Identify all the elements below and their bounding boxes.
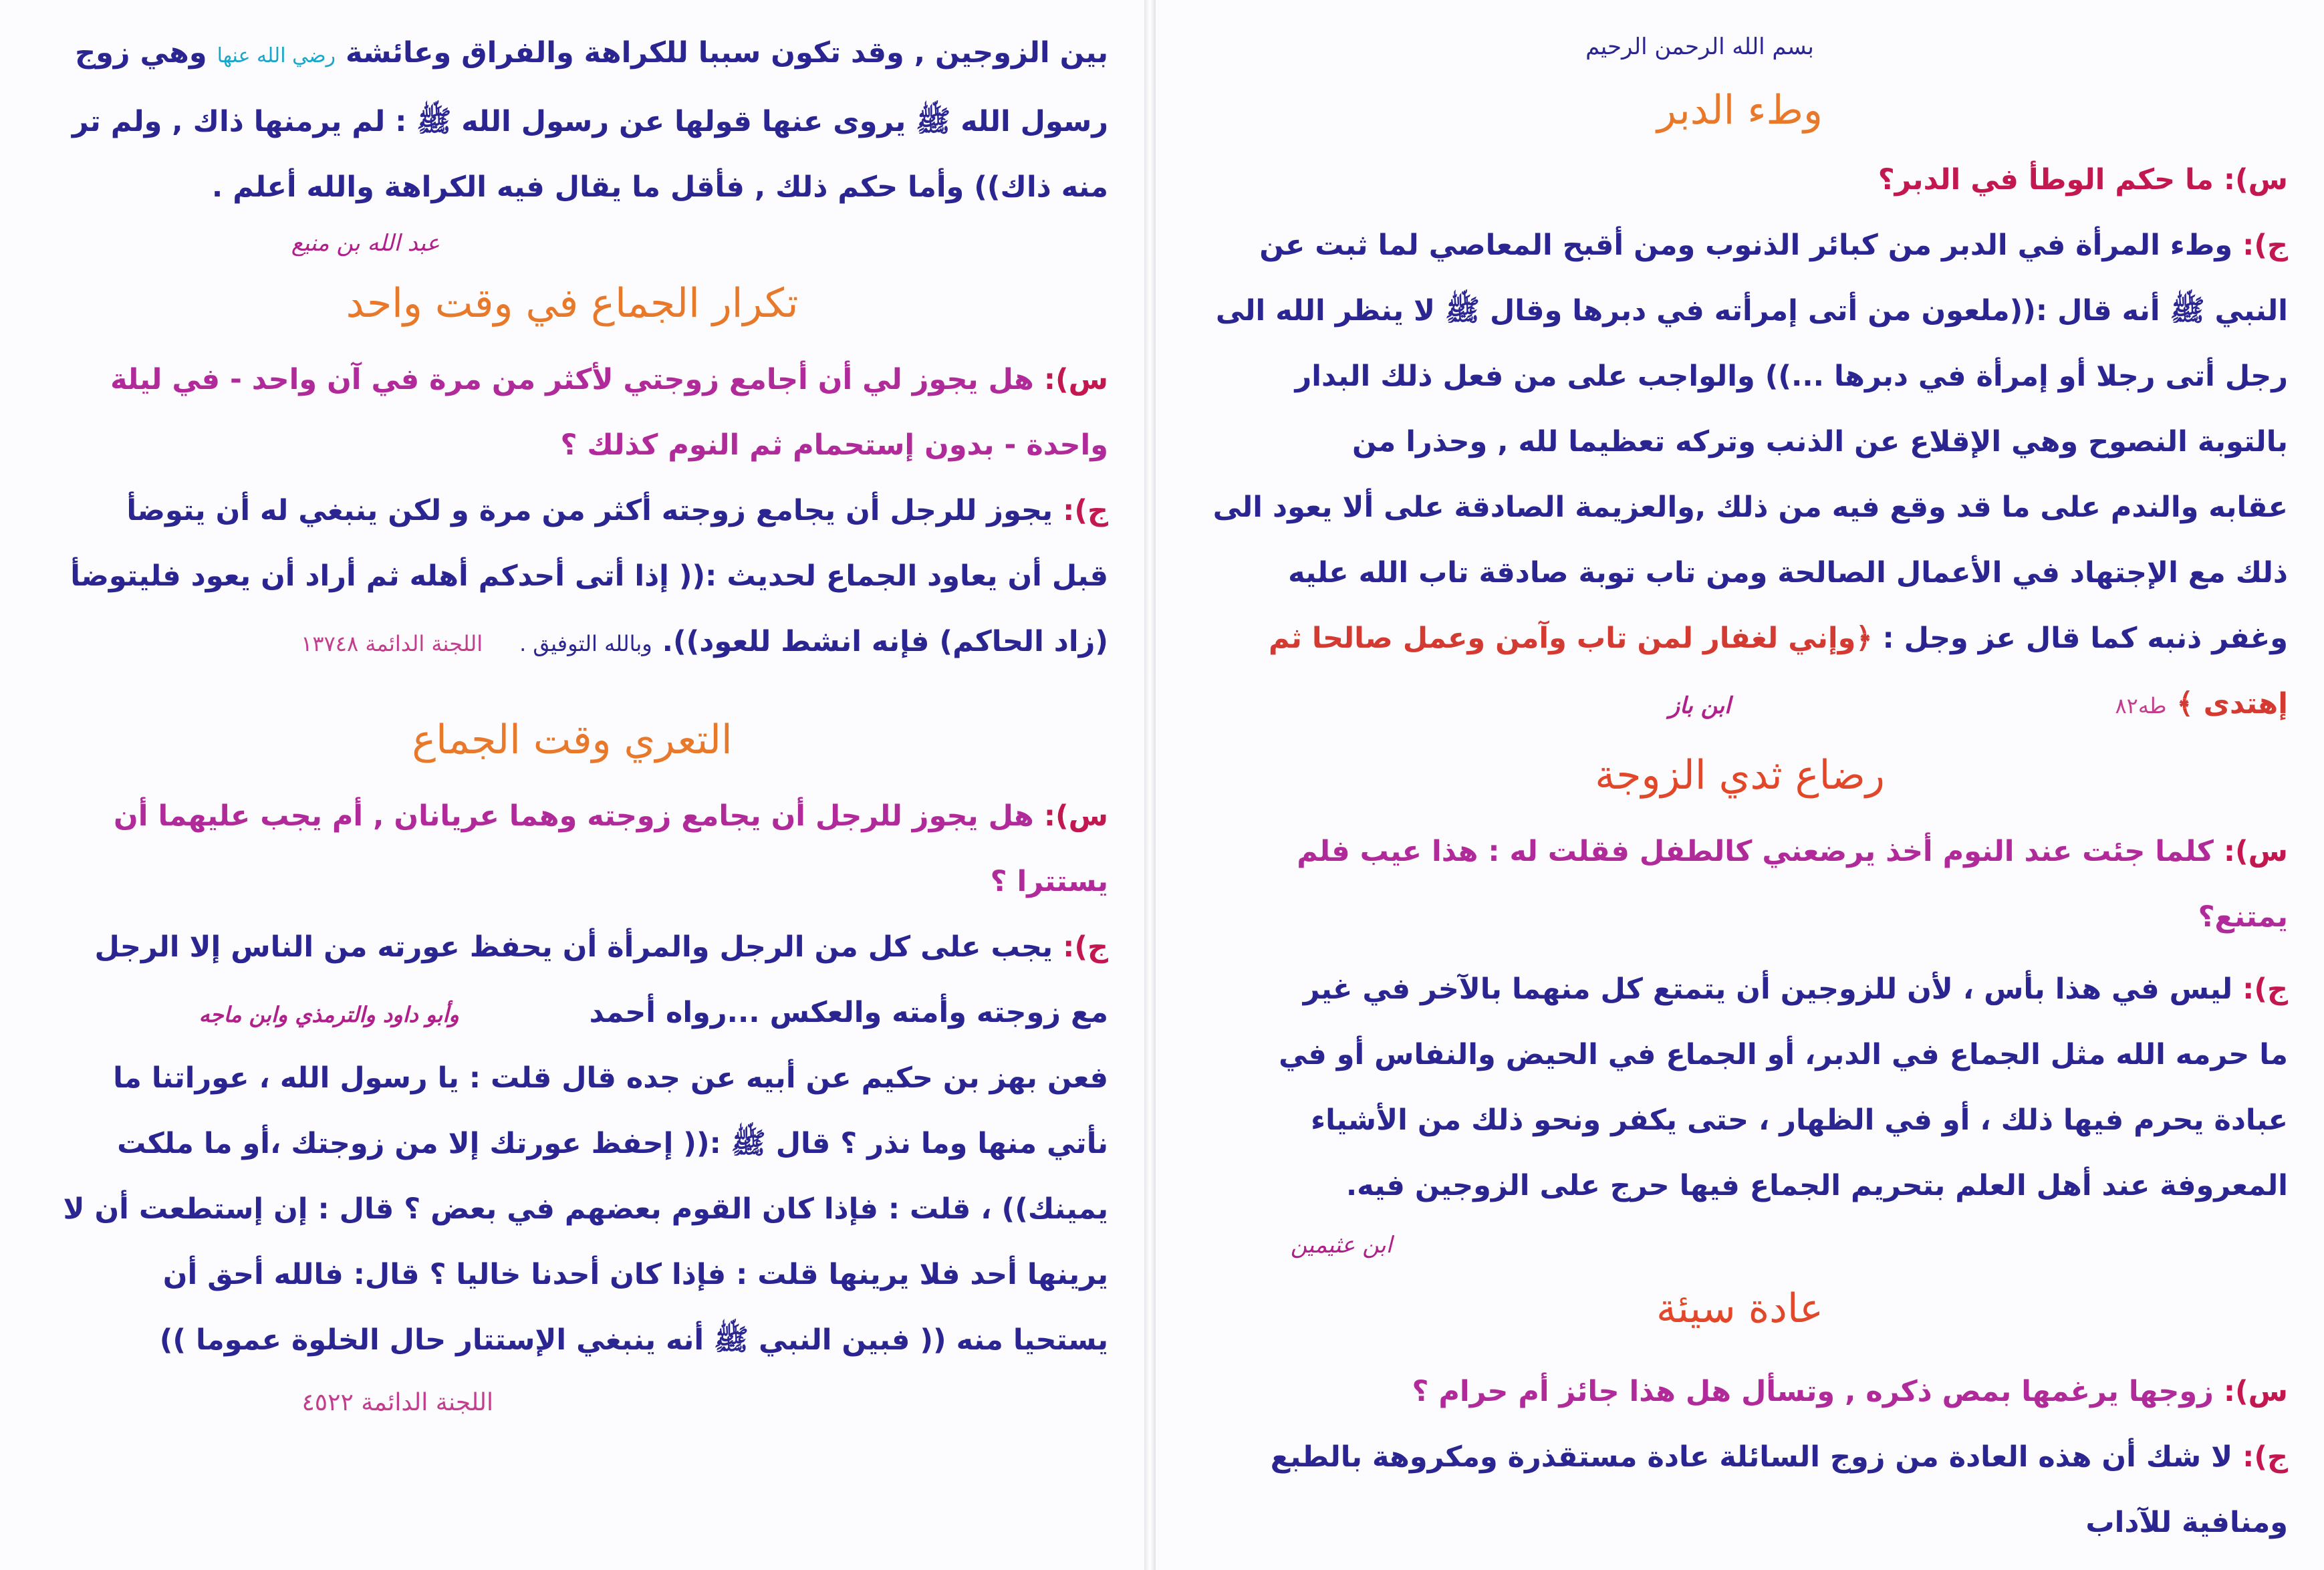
answer-line: النبي ﷺ أنه قال :((ملعون من أتى إمرأته في دبرها وقال ﷺ لا ينظر الله الى: [1215, 294, 2288, 328]
intro-line: رسول الله ﷺ يروى عنها قولها عن رسول الله ﷺ : لم يرمنها ذاك , ولم تر: [72, 105, 1108, 138]
question-line: هل يجوز لي أن أجامع زوجتي لأكثر من مرة في آن واحد - في ليلة: [110, 363, 1034, 396]
answer-label: ج):: [2242, 229, 2288, 262]
answer-line: وطء المرأة في الدبر من كبائر الذنوب ومن أقبح المعاصي لما ثبت عن: [1259, 229, 2233, 262]
answer-line: ليس في هذا بأس ، لأن للزوجين أن يتمتع كل منهما بالآخر في غير: [1303, 972, 2233, 1006]
answer-line: ما حرمه الله مثل الجماع في الدبر، أو الجماع في الحيض والنفاس أو في: [1279, 1038, 2288, 1071]
question-label: س):: [2223, 1375, 2288, 1408]
question-line: يستترا ؟: [990, 865, 1108, 898]
answer-label: ج):: [1063, 494, 1108, 527]
answer-4: [36, 478, 1108, 676]
answer-line: فعن بهز بن حكيم عن أبيه عن جده قال قلت : يا رسول الله ، عوراتنا ما: [113, 1061, 1108, 1095]
question-text: زوجها يرغمها بمص ذكره , وتسأل هل هذا جائز أم حرام ؟: [1412, 1375, 2214, 1408]
question-text: ما حكم الوطأ في الدبر؟: [1878, 163, 2214, 197]
quran-verse: ﴿وإني لغفار لمن تاب وآمن وعمل صالحا ثم: [1269, 622, 1873, 655]
page-fold: [1144, 0, 1156, 1570]
question-line: يمتنع؟: [2198, 900, 2288, 934]
answer-line: قبل أن يعاود الجماع لحديث :(( إذا أتى أحدكم أهله ثم أراد أن يعود فليتوضأ: [70, 559, 1108, 593]
question-label: س):: [1043, 363, 1108, 396]
question-4: [36, 347, 1108, 478]
answer-line: بالتوبة النصوح وهي الإقلاع عن الذنب وتركه تعظيما لله , وحذرا من: [1351, 425, 2288, 459]
question-line: هل يجوز للرجل أن يجامع زوجته وهما عريانان , أم يجب عليهما أن: [114, 799, 1034, 833]
answer-line: يرينها أحد فلا يرينها قلت : فإذا كان أحدنا خاليا ؟ قال: فالله أحق أن: [162, 1258, 1108, 1291]
section-title-repeated-intercourse: تكرار الجماع في وقت واحد: [346, 280, 799, 327]
answer-2: [1192, 956, 2288, 1218]
quran-verse-end: إهتدى ﴾: [2176, 687, 2288, 721]
section-title-bad-habit: عادة سيئة: [1656, 1285, 1823, 1332]
section-title-breastfeeding: رضاع ثدي الزوجة: [1595, 752, 1885, 799]
answer-label: ج):: [2242, 972, 2288, 1006]
answer-line: رجل أتى رجلا أو إمرأة في دبرها ...)) والواجب على من فعل ذلك البدار: [1295, 360, 2288, 393]
signature-ibn-manee: عبد الله بن منيع: [291, 230, 440, 257]
honorific: رضي الله عنها: [217, 44, 336, 68]
signature-ibn-baz: ابن باز: [1668, 692, 1731, 719]
question-5: [36, 783, 1108, 914]
answer-line: المعروفة عند أهل العلم بتحريم الجماع فيها حرج على الزوجين فيه.: [1345, 1169, 2288, 1202]
answer-line: يجوز للرجل أن يجامع زوجته أكثر من مرة و لكن ينبغي له أن يتوضأ: [126, 494, 1053, 527]
fatwa-reference: اللجنة الدائمة ٤٥٢٢: [301, 1389, 493, 1416]
answer-line: نأتي منها وما نذر ؟ قال ﷺ :(( إحفظ عورتك إلا من زوجتك ،أو ما ملكت: [117, 1127, 1108, 1160]
section-title-anal-intercourse: وطء الدبر: [1657, 87, 1823, 134]
answer-label: ج):: [1063, 930, 1108, 964]
answer-line: مع زوجته وأمته والعكس ...رواه أحمد: [589, 996, 1108, 1029]
closing-phrase: وبالله التوفيق .: [519, 631, 652, 656]
question-line: كلما جئت عند النوم أخذ يرضعني كالطفل فقلت له : هذا عيب فلم: [1297, 835, 2214, 868]
section-title-nudity: التعري وقت الجماع: [412, 716, 733, 763]
question-label: س):: [2223, 835, 2288, 868]
answer-line: ومنافية للآداب: [2085, 1506, 2288, 1539]
intro-line: منه ذاك)) وأما حكم ذلك , فأقل ما يقال فيه الكراهة والله أعلم .: [211, 170, 1108, 204]
question-line: واحدة - بدون إستحمام ثم النوم كذلك ؟: [560, 428, 1108, 462]
answer-label: ج):: [2242, 1440, 2288, 1474]
answer-line: (زاد الحاكم) فإنه انشط للعود)).: [662, 625, 1108, 658]
answer-line: ذلك مع الإجتهاد في الأعمال الصالحة ومن تاب توبة صادقة تاب الله عليه: [1288, 556, 2288, 590]
question-label: س):: [2223, 163, 2288, 197]
answer-line: يمينك)) ، قلت : فإذا كان القوم بعضهم في بعض ؟ قال : إن إستطعت أن لا: [63, 1192, 1108, 1226]
question-label: س):: [1043, 799, 1108, 833]
left-page: [0, 0, 1144, 1570]
fatwa-reference: اللجنة الدائمة ١٣٧٤٨: [301, 631, 483, 656]
answer-line: يجب على كل من الرجل والمرأة أن يحفظ عورته من الناس إلا الرجل: [94, 930, 1053, 964]
basmala: بسم الله الرحمن الرحيم: [1585, 33, 1814, 60]
quran-reference: طه٨٢: [2115, 693, 2167, 718]
question-3: [1192, 1359, 2288, 1424]
answer-line: عبادة يحرم فيها ذلك ، أو في الظهار ، حتى يكفر ونحو ذلك من الأشياء: [1311, 1103, 2288, 1137]
question-2: [1192, 819, 2288, 950]
answer-line: عقابه والندم على ما قد وقع فيه من ذلك ,والعزيمة الصادقة على ألا يعود الى: [1212, 491, 2288, 524]
narrators: وأبو داود والترمذي وابن ماجه: [199, 1002, 459, 1027]
right-page: [1156, 0, 2324, 1570]
answer-3: [1192, 1424, 2288, 1555]
answer-line: يستحيا منه (( فبين النبي ﷺ أنه ينبغي الإستتار حال الخلوة عموما )): [159, 1323, 1108, 1357]
intro-continuation: [36, 20, 1108, 220]
answer-line: لا شك أن هذه العادة من زوج السائلة عادة مستقذرة ومكروهة بالطبع: [1270, 1440, 2233, 1474]
intro-line: وهي زوج: [75, 36, 207, 70]
answer-5: [36, 914, 1108, 1373]
answer-1: [1192, 213, 2288, 739]
question-1: [1192, 147, 2288, 213]
signature-ibn-uthaymeen: ابن عثيمين: [1290, 1232, 1392, 1259]
intro-line: بين الزوجين , وقد تكون سببا للكراهة والفراق وعائشة: [346, 36, 1108, 70]
answer-line: وغفر ذنبه كما قال عز وجل :: [1882, 622, 2288, 655]
